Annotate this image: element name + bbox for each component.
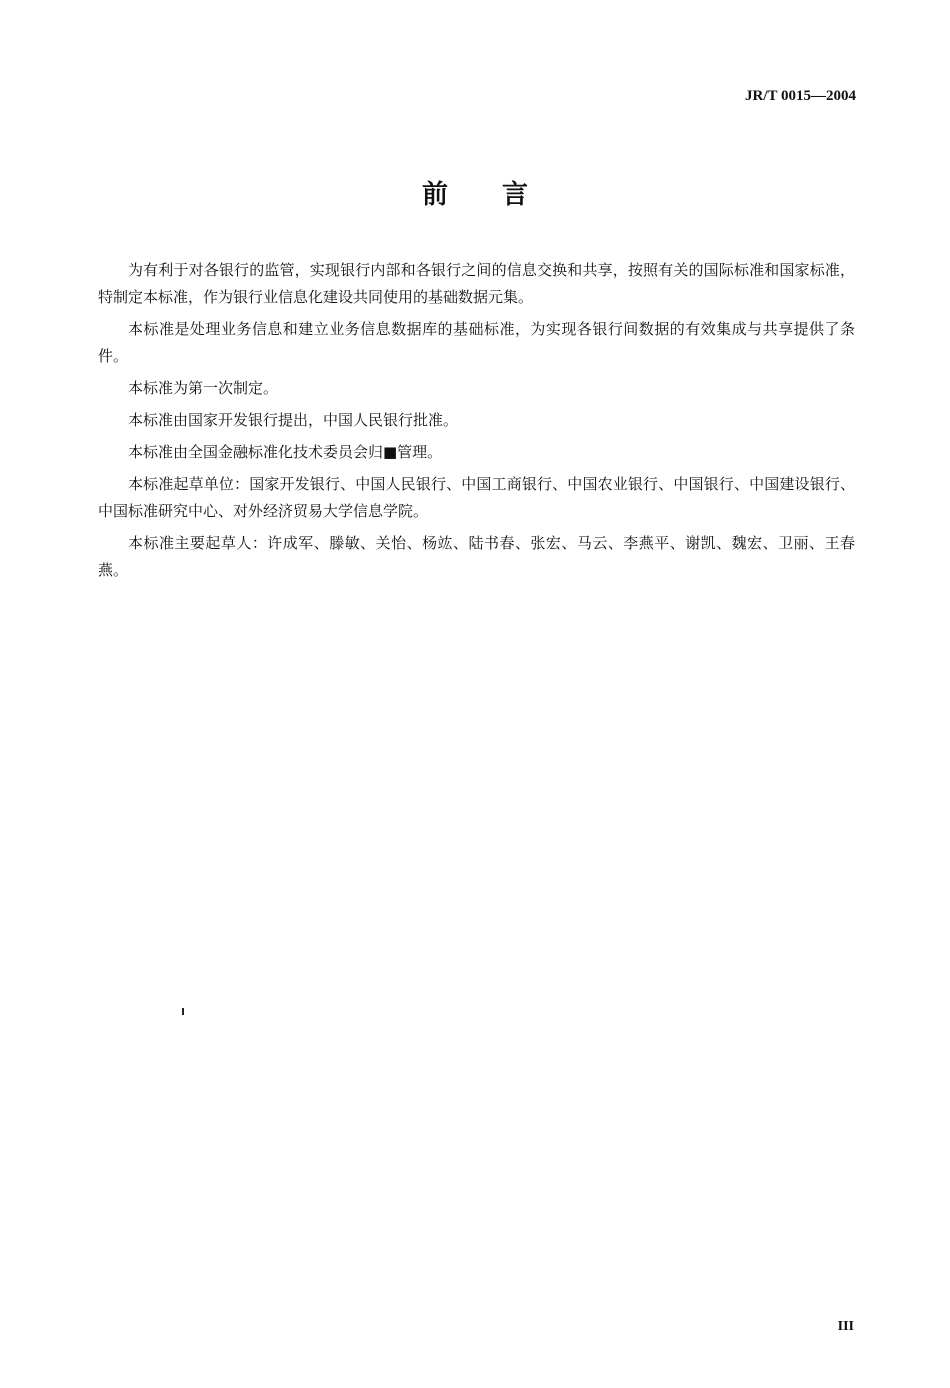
- page-number: III: [837, 1319, 854, 1334]
- paragraph-purpose: 为有利于对各银行的监管，实现银行内部和各银行之间的信息交换和共享，按照有关的国际标准和国家标准，特制定本标准，作为银行业信息化建设共同使用的基础数据元集。: [98, 261, 855, 306]
- paragraph-basis: 本标准是处理业务信息和建立业务信息数据库的基础标准，为实现各银行间数据的有效集成与共享提供了条件。: [98, 320, 855, 365]
- body-text: [98, 257, 855, 589]
- paragraph-drafting-units: 本标准起草单位：国家开发银行、中国人民银行、中国工商银行、中国农业银行、中国银行、中国建设银行、中国标准研究中心、对外经济贸易大学信息学院。: [98, 475, 855, 520]
- paragraph-first-edition: 本标准为第一次制定。: [128, 379, 279, 397]
- page-title: 前言: [421, 180, 582, 210]
- paragraph-proposed-by: 本标准由国家开发银行提出，中国人民银行批准。: [128, 411, 459, 429]
- paragraph-drafters: 本标准主要起草人：许成军、滕敏、关怡、杨竑、陆书春、张宏、马云、李燕平、谢凯、魏宏、卫丽、王春燕。: [98, 534, 855, 579]
- stray-mark: [182, 1008, 184, 1015]
- paragraph-managed-by: 本标准由全国金融标准化技术委员会归■管理。: [128, 443, 443, 461]
- standard-code: JR/T 0015—2004: [745, 88, 856, 104]
